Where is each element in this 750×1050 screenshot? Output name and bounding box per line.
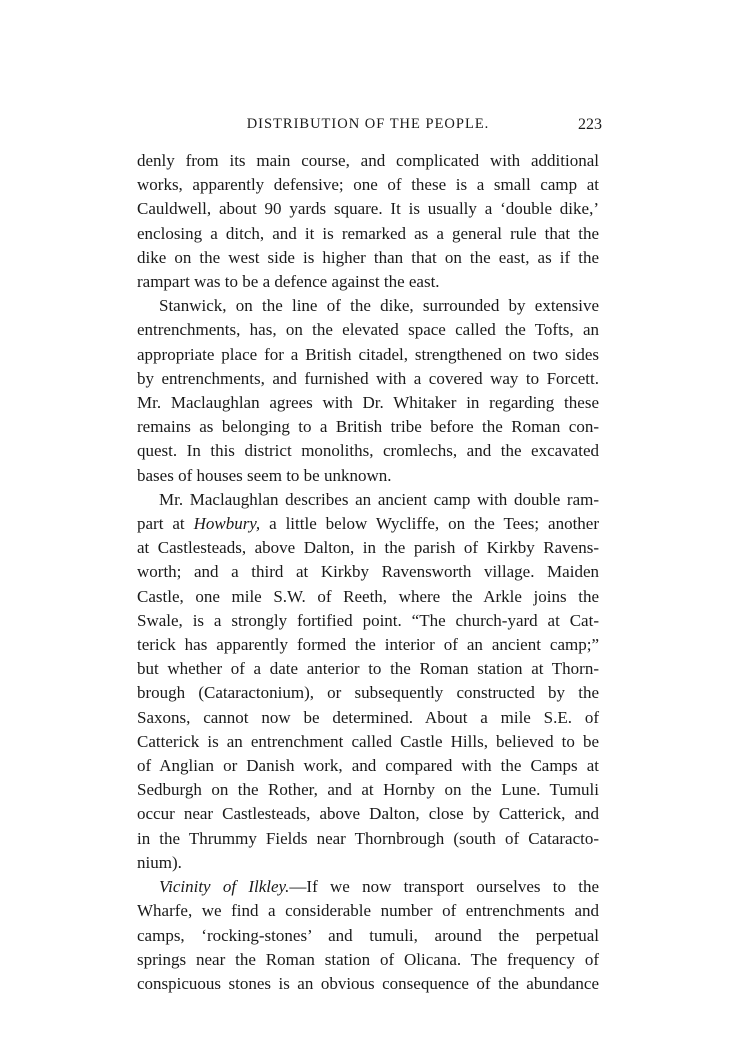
text-line: Castle, one mile S.W. of Reeth, where the Arkle joins the xyxy=(137,586,599,606)
text-line: Sedburgh on the Rother, and at Hornby on the Lune. Tumuli xyxy=(137,780,599,800)
text-line: in the Thrummy Fields near Thornbrough (south of Cataracto- xyxy=(137,828,599,848)
running-title: DISTRIBUTION OF THE PEOPLE. xyxy=(246,116,490,132)
text-line: but whether of a date anterior to the Roman station at Thorn- xyxy=(137,659,599,679)
text-line: brough (Cataractonium), or subsequently constructed by the xyxy=(137,683,599,703)
text-line: works, apparently defensive; one of these is a small camp at xyxy=(137,175,599,195)
paragraph-1 xyxy=(137,149,599,294)
text-line: Saxons, cannot now be determined. About a mile S.E. of xyxy=(137,707,599,727)
text-run: part at xyxy=(137,514,194,534)
text-line: appropriate place for a British citadel, strengthened on two sides xyxy=(137,344,599,364)
text-line: springs near the Roman station of Olicana. The frequency of xyxy=(137,949,599,969)
text-line: worth; and a third at Kirkby Ravensworth village. Maiden xyxy=(137,562,599,582)
text-line: Mr. Maclaughlan describes an ancient camp with double ram- xyxy=(159,489,599,509)
paragraph-3 xyxy=(137,488,599,875)
text-run: a little below Wycliffe, on the Tees; another xyxy=(260,514,599,534)
section-lead-italic: Vicinity of Ilkley. xyxy=(159,877,290,897)
text-line: occur near Castlesteads, above Dalton, close by Catterick, and xyxy=(137,804,599,824)
text-line: at Castlesteads, above Dalton, in the parish of Kirkby Ravens- xyxy=(137,538,599,558)
place-name-italic: Howbury, xyxy=(193,514,261,534)
text-line: by entrenchments, and furnished with a covered way to Forcett. xyxy=(137,368,599,388)
text-line: conspicuous stones is an obvious consequence of the abundance xyxy=(137,973,599,993)
text-line: remains as belonging to a British tribe before the Roman con- xyxy=(137,417,599,437)
body-text xyxy=(137,149,599,996)
page-header xyxy=(137,114,602,142)
paragraph-4 xyxy=(137,875,599,996)
page-number: 223 xyxy=(578,116,602,133)
text-line-with-italic xyxy=(137,875,599,899)
text-line: camps, ‘rocking-stones’ and tumuli, around the perpetual xyxy=(137,925,599,945)
text-line: nium). xyxy=(137,852,182,872)
text-line: dike on the west side is higher than that on the east, as if the xyxy=(137,247,599,267)
text-line: enclosing a ditch, and it is remarked as a general rule that the xyxy=(137,223,599,243)
text-line: of Anglian or Danish work, and compared with the Camps at xyxy=(137,756,599,776)
text-line: quest. In this district monoliths, cromlechs, and the excavated xyxy=(137,441,599,461)
text-line: Wharfe, we find a considerable number of entrenchments and xyxy=(137,901,599,921)
text-line: Stanwick, on the line of the dike, surrounded by extensive xyxy=(159,296,599,316)
text-line: entrenchments, has, on the elevated space called the Tofts, an xyxy=(137,320,599,340)
text-line: denly from its main course, and complicated with additional xyxy=(137,151,599,170)
text-line: bases of houses seem to be unknown. xyxy=(137,465,392,485)
paragraph-2 xyxy=(137,294,599,488)
text-line: rampart was to be a defence against the east. xyxy=(137,272,440,292)
text-line: Cauldwell, about 90 yards square. It is usually a ‘double dike,’ xyxy=(137,199,599,219)
text-line: Catterick is an entrenchment called Castle Hills, believed to be xyxy=(137,731,599,751)
text-line: terick has apparently formed the interior of an ancient camp;” xyxy=(137,635,599,655)
text-line: Mr. Maclaughlan agrees with Dr. Whitaker in regarding these xyxy=(137,393,599,413)
text-line-with-italic xyxy=(137,512,599,536)
text-run: —If we now transport ourselves to the xyxy=(289,877,599,897)
text-line: Swale, is a strongly fortified point. “The church-yard at Cat- xyxy=(137,610,599,630)
